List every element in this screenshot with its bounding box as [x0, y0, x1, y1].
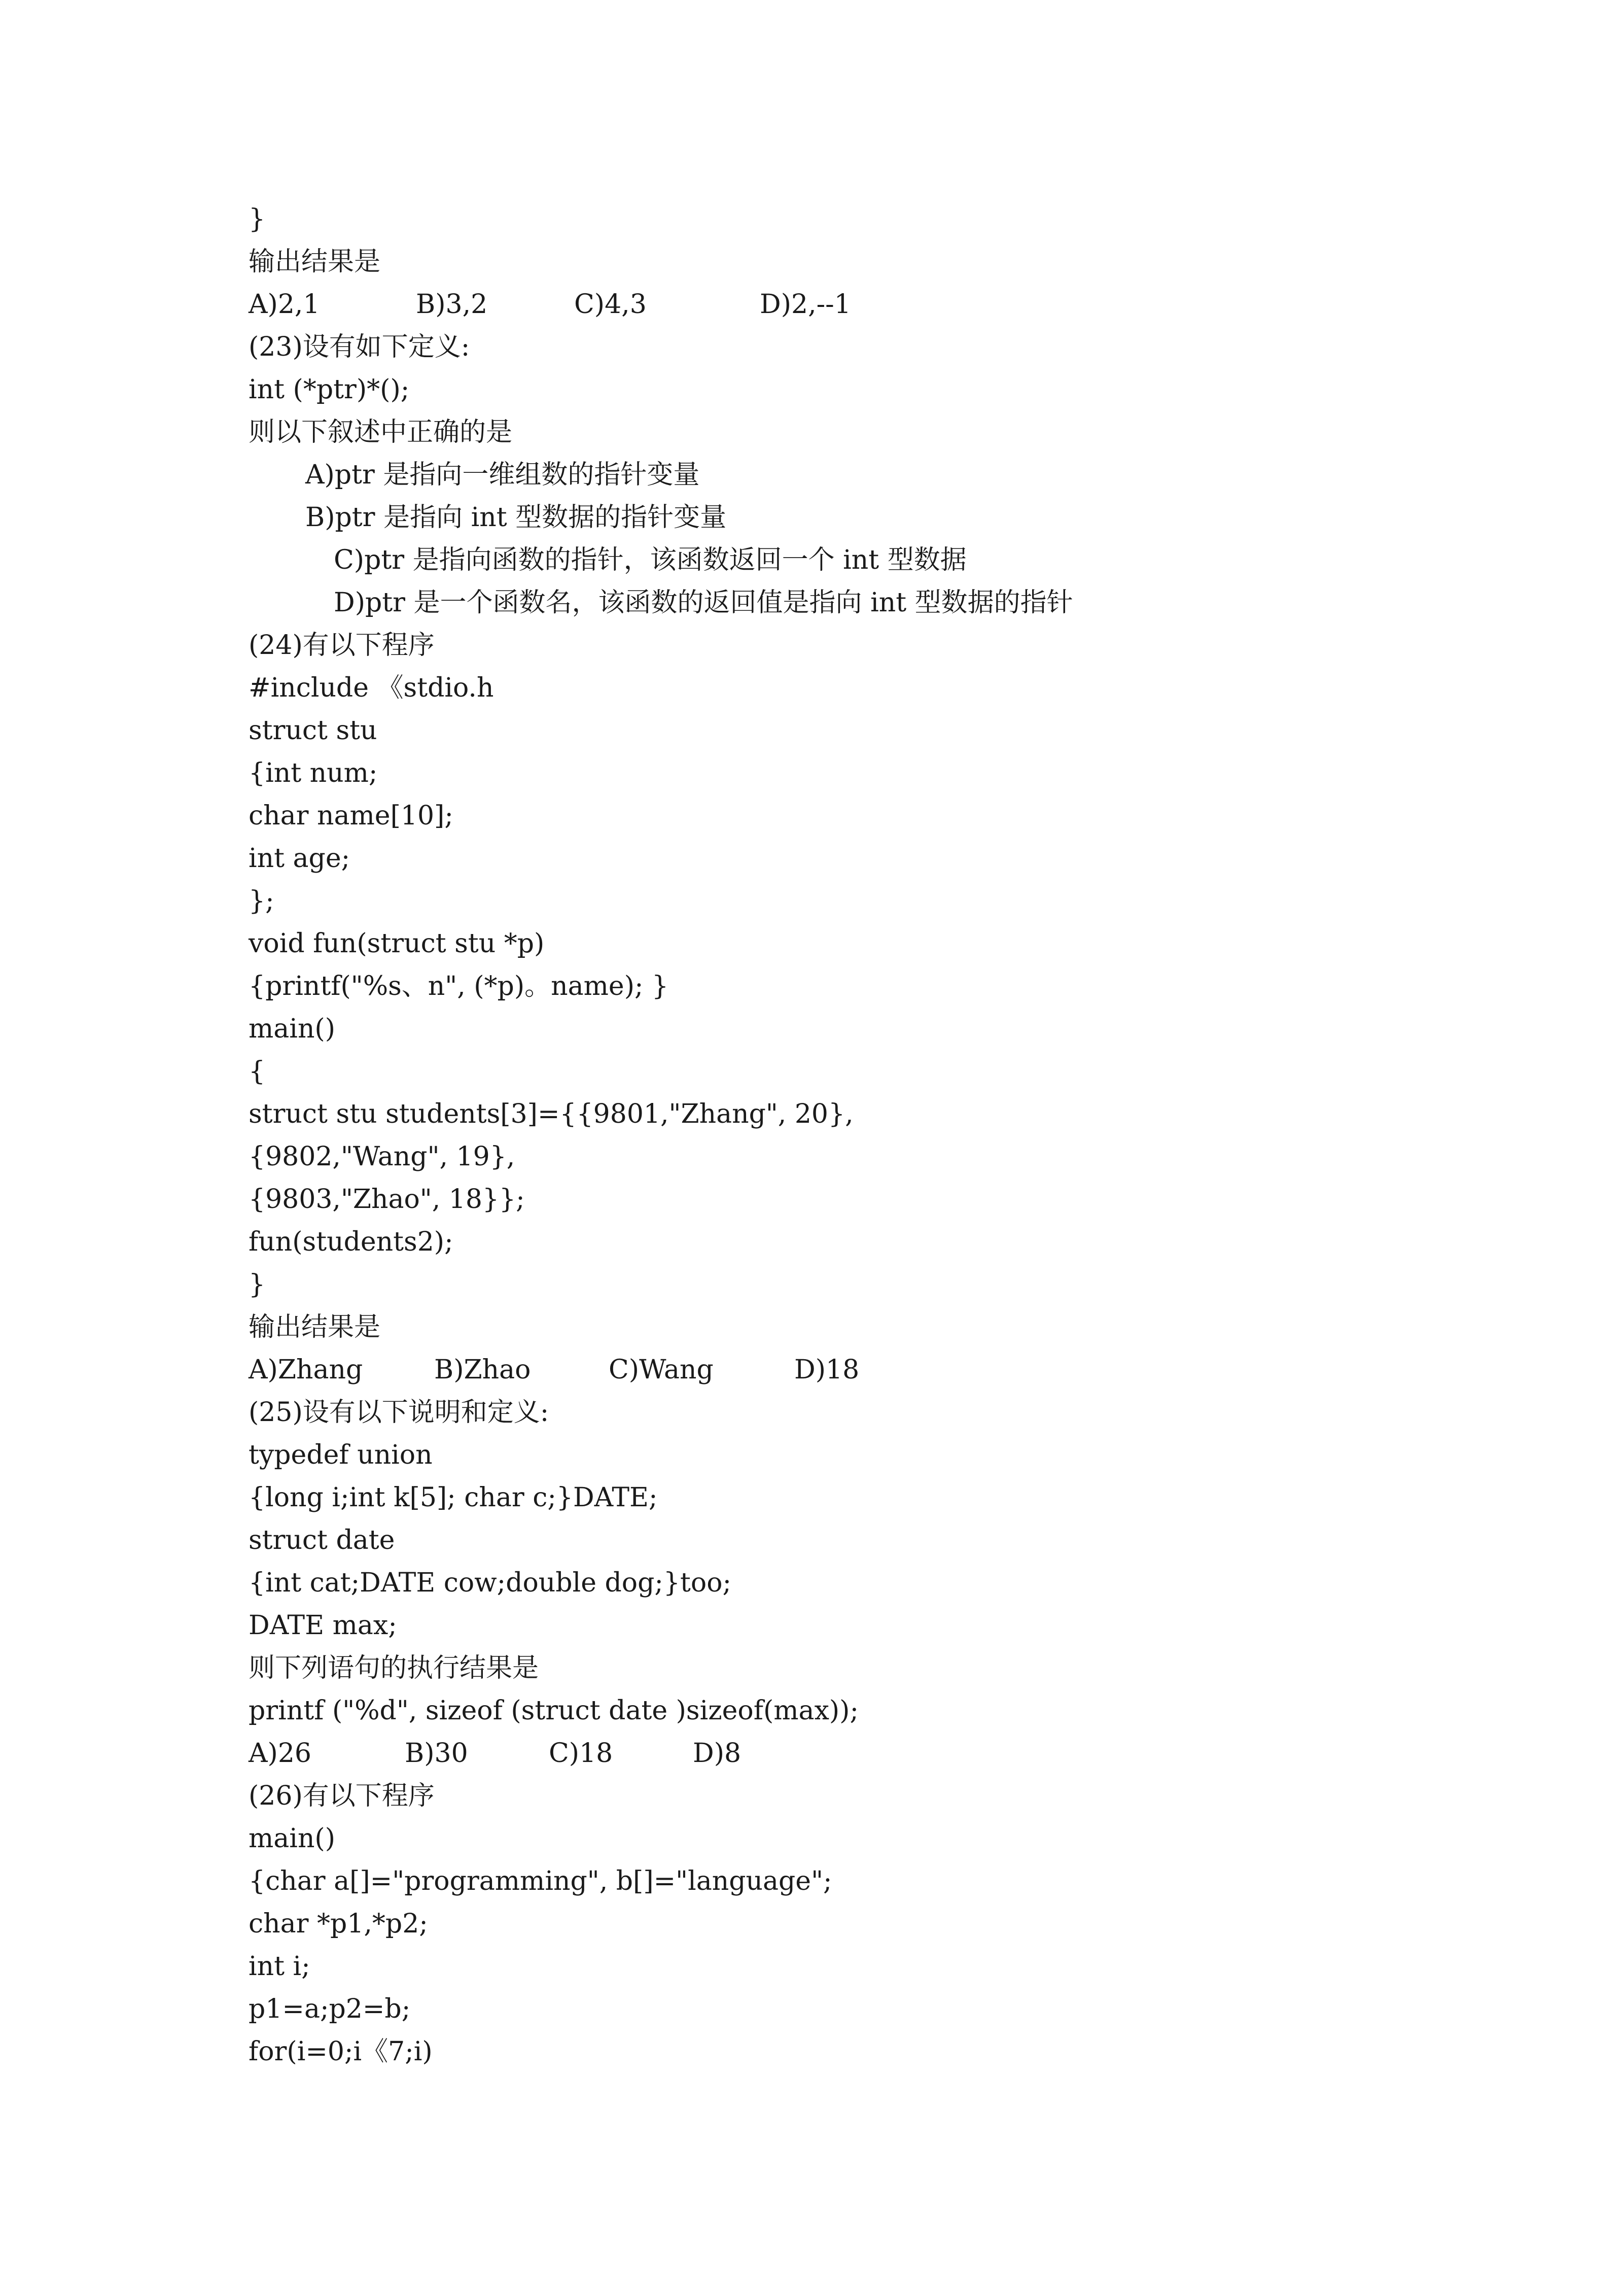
code-line: typedef union — [249, 1440, 433, 1470]
option-a: A)ptr 是指向一维组数的指针变量 — [305, 460, 700, 490]
code-line: {9803,"Zhao", 18}}; — [249, 1184, 525, 1215]
code-line: for(i=0;i《7;i) — [249, 2036, 433, 2067]
document-body — [249, 198, 1390, 2073]
option-a: A)Zhang — [249, 1355, 363, 1385]
option-c: C)Wang — [609, 1355, 714, 1385]
text-line: } — [249, 204, 266, 234]
question-heading: (23)设有如下定义: — [249, 332, 470, 362]
code-line: {long i;int k[5]; char c;}DATE; — [249, 1482, 658, 1513]
code-line: {printf("%s、n", (*p)。name); } — [249, 971, 669, 1001]
option-d: D)18 — [794, 1355, 860, 1385]
question-heading: (24)有以下程序 — [249, 630, 435, 661]
option-c: C)ptr 是指向函数的指针，该函数返回一个 int 型数据 — [334, 545, 967, 575]
option-a: A)2,1 — [249, 289, 320, 320]
answer-options-q25 — [249, 1732, 1390, 1775]
answer-options-q22 — [249, 283, 1390, 326]
option-d: D)ptr 是一个函数名，该函数的返回值是指向 int 型数据的指针 — [334, 587, 1073, 618]
code-line: main() — [249, 1014, 336, 1044]
option-c: C)4,3 — [574, 289, 647, 320]
question-heading: (26)有以下程序 — [249, 1781, 435, 1811]
code-line: int age; — [249, 843, 350, 874]
code-line: { — [249, 1056, 266, 1087]
option-a: A)26 — [249, 1738, 312, 1769]
code-line: char name[10]; — [249, 801, 453, 831]
code-line: int i; — [249, 1951, 310, 1982]
code-line: struct stu — [249, 715, 377, 746]
question-heading: (25)设有以下说明和定义: — [249, 1397, 549, 1428]
code-line: fun(students2); — [249, 1227, 453, 1257]
option-b: B)3,2 — [416, 289, 488, 320]
code-line: } — [249, 1269, 266, 1300]
code-line: p1=a;p2=b; — [249, 1994, 411, 2024]
code-line: {int num; — [249, 758, 378, 788]
code-line: main() — [249, 1823, 336, 1854]
code-line: char *p1,*p2; — [249, 1909, 428, 1939]
code-line: printf ("%d", sizeof (struct date )sizeof(max)); — [249, 1696, 859, 1726]
text-line: 则下列语句的执行结果是 — [249, 1653, 539, 1683]
text-line: 输出结果是 — [249, 247, 381, 277]
code-line: DATE max; — [249, 1610, 397, 1641]
text-line: 则以下叙述中正确的是 — [249, 417, 513, 447]
option-c: C)18 — [549, 1738, 613, 1769]
option-b: B)30 — [405, 1738, 468, 1769]
code-line: {int cat;DATE cow;double dog;}too; — [249, 1568, 732, 1598]
code-line: {char a[]="programming", b[]="language"; — [249, 1866, 832, 1896]
code-line: struct date — [249, 1525, 395, 1555]
text-line: 输出结果是 — [249, 1312, 381, 1342]
option-b: B)Zhao — [434, 1355, 531, 1385]
code-line: }; — [249, 886, 274, 916]
option-d: D)8 — [693, 1738, 742, 1769]
code-line: int (*ptr)*(); — [249, 374, 410, 405]
answer-options-q24 — [249, 1349, 1390, 1391]
option-d: D)2,--1 — [760, 289, 851, 320]
code-line: {9802,"Wang", 19}, — [249, 1142, 515, 1172]
code-line: void fun(struct stu *p) — [249, 928, 545, 959]
code-line: #include 《stdio.h — [249, 673, 494, 703]
option-b: B)ptr 是指向 int 型数据的指针变量 — [305, 502, 727, 533]
code-line: struct stu students[3]={{9801,"Zhang", 20}, — [249, 1099, 854, 1129]
